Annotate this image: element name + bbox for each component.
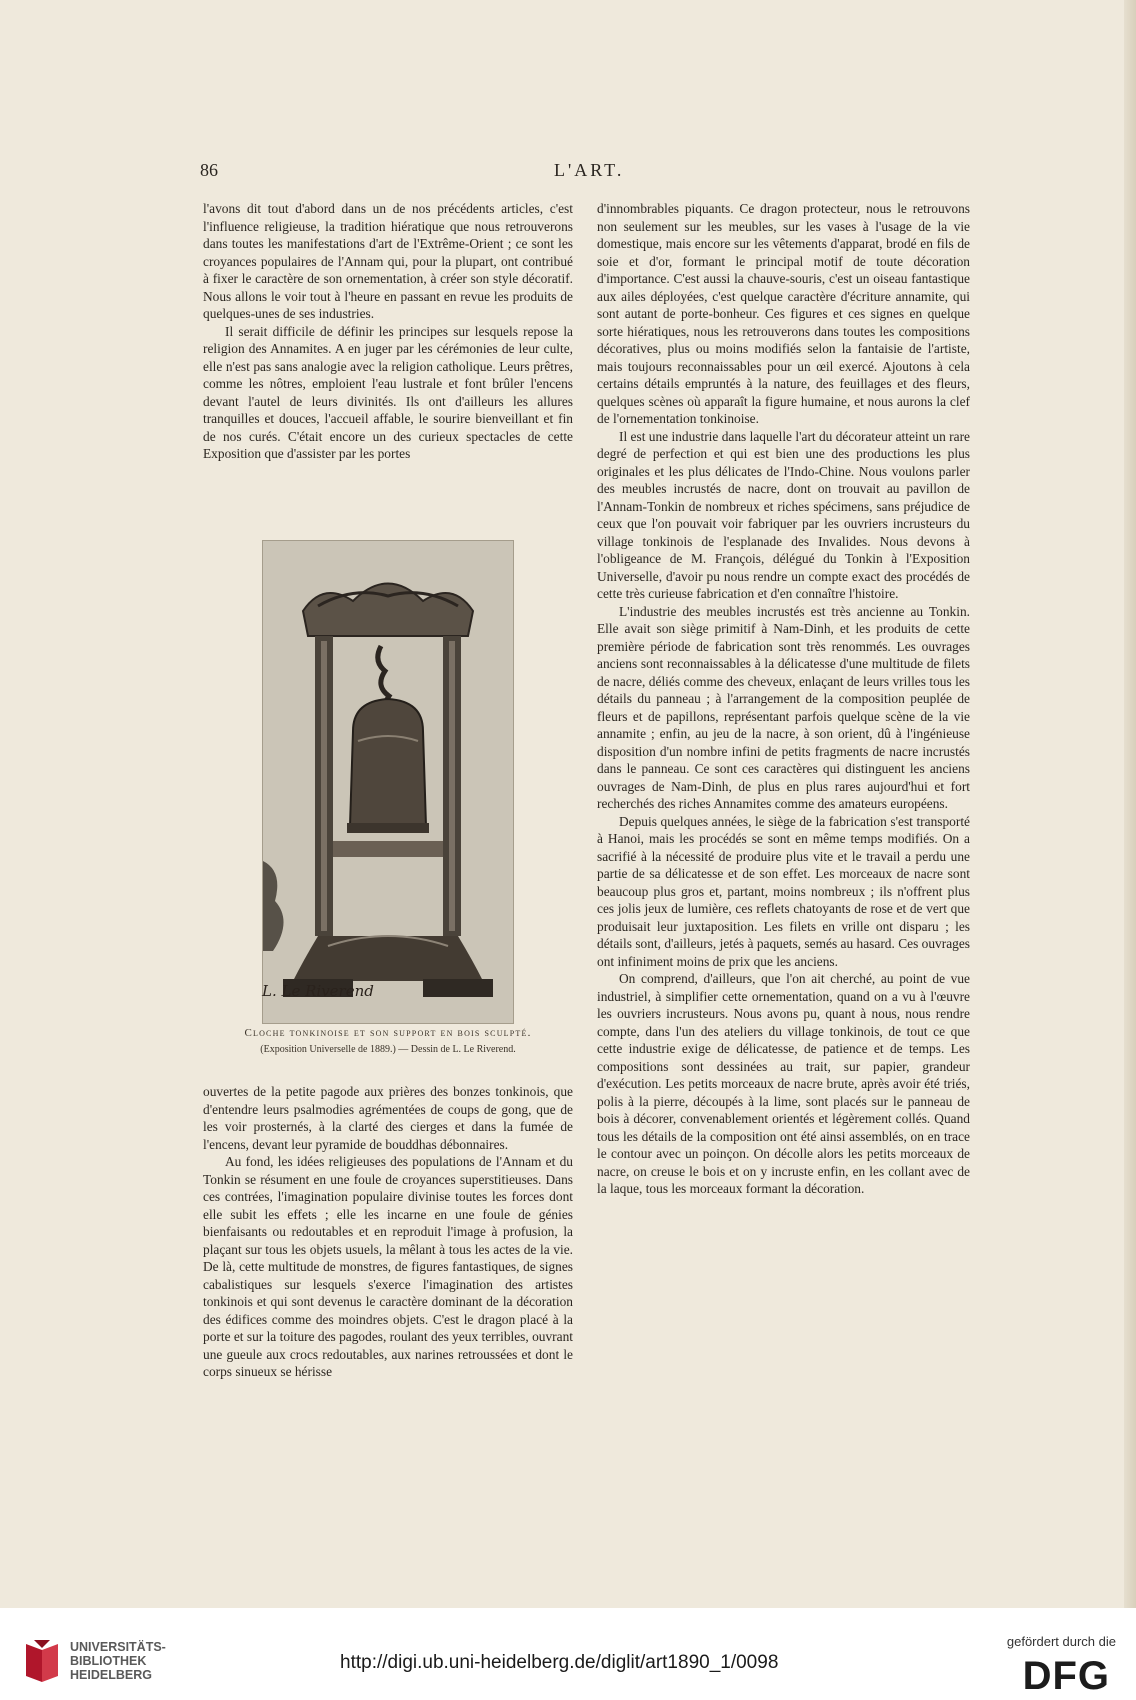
- figure-credit: (Exposition Universelle de 1889.) — Dessin de L. Le Riverend.: [260, 1044, 516, 1055]
- paragraph: Il serait difficile de définir les principes sur lesquels repose la religion des Annamites. A en juger par les cérémonies de leur culte, elle n'est pas sans analogie avec la religion catholique. Leurs prêtres, comme les nôtres, emploient l'eau lustrale et font brûler l'encens devant l'autel de leurs divinités. Ils ont d'ailleurs les allures tranquilles et douces, l'accueil affable, le sourire bienveillant et fin de nos curés. C'était encore un des curieux spectacles de cette Exposition que d'assister par les portes: [203, 323, 573, 461]
- paragraph: Il est une industrie dans laquelle l'art du décorateur atteint un rare degré de perfection et qui est bien une des productions les plus originales et les plus délicates de l'Indo-Chine. Nous voulons parler des meubles incrustés de nacre, dont on trouvait au pavillon de l'Annam-Tonkin de nombreux et riches spécimens, sans préjudice de ceux que l'on pouvait voir fabriquer par les ouvriers incrusteurs du village tonkinois de l'esplanade des Invalides. Nous devons à l'obligeance de M. François, délégué du Tonkin à l'Exposition Universelle, d'avoir pu nous rendre un compte exact des procédés de cette très curieuse fabrication et d'en connaître l'histoire.: [597, 428, 970, 601]
- paragraph: L'industrie des meubles incrustés est très ancienne au Tonkin. Elle avait son siège primitif à Nam-Dinh, et les produits de cette première période de fabrication sont très renommés. Les ouvrages anciens sont reconnaissables à la délicatesse d'une multitude de filets de nacre, déliés comme des cheveux, enlaçant de leurs vrilles tous les détails du panneau ; à l'arrangement de la composition peuplée de fleurs et de papillons, représentant parfois quelque scène de la vie annamite ; enfin, au jeu de la nacre, à son orient, dû à l'ingénieuse disposition d'un nombre infini de petits fragments de nacre incrustés dans le panneau. Ce sont ces caractères qui distinguent les anciens ouvrages de Nam-Dinh, de plus en plus rares aujourd'hui et fort recherchés des riches Annamites comme des amateurs européens.: [597, 603, 970, 811]
- viewer-footer: [0, 1608, 1136, 1700]
- paragraph: l'avons dit tout d'abord dans un de nos précédents articles, c'est l'influence religieuse, la tradition hiératique que nous retrouverons dans toutes les manifestations d'art de l'Extrême-Orient ; ce sont les croyances populaires de l'Annam qui, pour la plupart, ont contribué à fixer le caractère de son ornementation, à créer son style décoratif. Nous allons le voir tout à l'heure en passant en revue les produits de quelques-unes de ses industries.: [203, 201, 573, 321]
- page-edge-shadow: [1124, 0, 1136, 1608]
- paragraph: Au fond, les idées religieuses des populations de l'Annam et du Tonkin se résument en une foule de croyances superstitieuses. Dans ces contrées, l'imagination populaire divinise toutes les forces dont elle subit les effets ; elle les incarne en une foule de génies bienfaisants ou redoutables et en reproduit l'image à profusion, la plaçant sur tous les objets usuels, la mêlant à tous les actes de la vie. De là, cette multitude de monstres, de figures fantastiques, de signes cabalistiques sur lesquels s'exerce l'imagination des artistes tonkinois et qui sont devenus le caractère dominant de la décoration des édifices comme des moindres objets. C'est le dragon placé à la porte et sur la toiture des pagodes, roulant des yeux terribles, ouvrant une gueule aux crocs redoutables, aux narines retroussées et dont le corps sinueux se hérisse: [203, 1154, 573, 1379]
- running-head: L'ART.: [554, 160, 625, 180]
- bell-drawing: [263, 541, 513, 1023]
- page-number: 86: [200, 160, 218, 180]
- library-name: UNIVERSITÄTS- BIBLIOTHEK HEIDELBERG: [70, 1640, 166, 1682]
- paragraph: d'innombrables piquants. Ce dragon protecteur, nous le retrouvons non seulement sur les meubles, sur les vases à l'usage de la vie domestique, mais encore sur les vêtements d'apparat, brodé en fils de soie et d'or, formant le principal motif de toute décoration d'importance. C'est aussi la chauve-souris, c'est un oiseau fantastique aux ailes déployées, c'est quelque caractère d'écriture annamite, qui sont autant de porte-bonheur. Ces figures et ces signes en quelque sorte hiératiques, nous les retrouverons dans toutes les compositions décoratives, plus ou moins modifiés selon la fantaisie de l'artiste, mais toujours reconnaissables pour un œil exercé. Ajoutons à cela certains détails empruntés à la nature, des feuillages et des fleurs, quelques scènes où apparaît la figure humaine, et nous aurons la clef de l'ornementation tonkinoise.: [597, 201, 970, 426]
- paragraph: Depuis quelques années, le siège de la fabrication s'est transporté à Hanoi, mais les procédés se sont en même temps modifiés. On a sacrifié à la nécessité de produire plus vite et le travail a perdu une partie de sa délicatesse et de son effet. Les morceaux de nacre sont beaucoup plus gros et, partant, moins nombreux ; ils n'offrent plus ces jolis jeux de lumière, ces reflets chatoyants de rose et de vert que produisait leur juxtaposition. Les filets en vrille ont disparu ; les détails sont, d'ailleurs, jetés à paquets, semés au hasard. Ces ouvrages ont infiniment moins de prix que les anciens.: [597, 813, 970, 969]
- paragraph: On comprend, d'ailleurs, que l'on ait cherché, au point de vue industriel, à simplifier cette ornementation, quand on a vu à l'œuvre les ouvriers incrusteurs. Nous avons pu, quant à nous, nous rendre compte, dans l'un des ateliers du village tonkinois, de tout ce que cette industrie exige de délicatesse, de patience et de temps. Les compositions sont dessinées au trait, sur papier, grandeur d'exécution. Les petits morceaux de nacre brute, après avoir été triés, polis à la pierre, découpés à la lime, sont placés sur le panneau de bois à décorer, convenablement orientés et légèrement collés. Quand tous les détails de la composition ont été ainsi assemblés, on en trace le contour avec un poinçon. On décolle alors les petits morceaux de nacre, on creuse le bois et on y incruste enfin, en les collant avec de la laque, tous les morceaux formant la décoration.: [597, 971, 970, 1196]
- university-library-logo-icon: [22, 1638, 62, 1682]
- right-column: [597, 200, 970, 1450]
- page-header: [0, 160, 1136, 190]
- figure-caption: Cloche tonkinoise et son support en bois sculpté.: [244, 1027, 532, 1039]
- bell-illustration: [262, 540, 514, 1024]
- left-column-top: [203, 200, 573, 510]
- permalink-url[interactable]: http://digi.ub.uni-heidelberg.de/diglit/art1890_1/0098: [340, 1652, 779, 1673]
- artist-signature: L. Le Riverend: [262, 982, 374, 1000]
- dfg-logo: DFG: [1022, 1654, 1110, 1698]
- funding-note: gefördert durch die: [1006, 1634, 1116, 1649]
- left-column-bottom: [203, 1083, 573, 1448]
- paragraph: ouvertes de la petite pagode aux prières des bonzes tonkinois, que d'entendre leurs psalmodies agrémentées de coups de gong, que de les voir prosternés, à la clarté des cierges et dans la fumée de l'encens, devant leur pyramide de bouddhas débonnaires.: [203, 1084, 573, 1152]
